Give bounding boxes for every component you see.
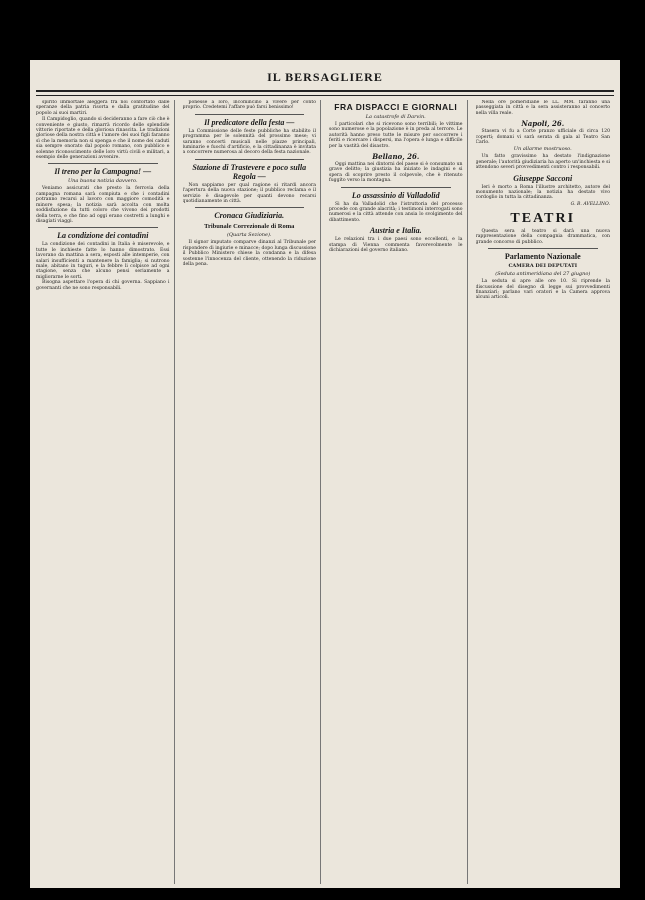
column-1-heading-1: Il treno per la Campagna! — [54, 167, 152, 177]
column-4-body-b: Stasera vi fu a Corte pranzo ufficiale di circa 120 coperti; domani vi sarà serata di gala al Teatro San Carlo. [475, 129, 610, 146]
column-3-body-d: Le relazioni tra i due paesi sono eccellenti, e la stampa di Vienna commenta favorevolmente le dichiarazioni del governo italiano. [329, 237, 463, 254]
column-4-heading-3: TEATRI [510, 210, 576, 226]
column-2-separator [195, 114, 305, 115]
column-3-heading-1: FRA DISPACCI E GIORNALI [334, 102, 458, 112]
column-4-body-e: Questa sera al teatro si darà una nuova rappresentazione della compagnia drammatica, con grande concorso di pubblico. [475, 228, 610, 245]
column-4-dateline-1: Napoli, 26. [521, 119, 565, 129]
column-2-heading-2: Stazione di Trastevere e poco sulla Regola — [192, 162, 307, 181]
column-4-body-d: Ieri è morto a Roma l'illustre architetto, autore del monumento nazionale; la notizia ha destato vivo cordoglio in tutta la cittadinanza. [475, 184, 610, 201]
article-columns [36, 100, 614, 884]
column-4-signature: G. B. AVELLINO. [570, 201, 610, 207]
column-1-body-c: La condizione dei contadini in Italia è miserevole, e tutte le inchieste fatte lo hanno dimostrato. Essi lavorano da mattina a sera, esposti alle intemperie, con salari insufficienti a mantenere la famiglia; si nutrono male, abitano in tuguri, e la febbre li colpisce ad ogni stagione, senza che alcuno pensi seriamente a migliorarne le sorti. [36, 242, 170, 280]
column-1-separator [48, 163, 158, 164]
masthead [36, 64, 614, 92]
column-4-subheading-4b: (Seduta antimeridiana del 27 giugno) [495, 271, 591, 278]
column-4-separator [488, 248, 599, 249]
column-4-body-c: Un fatto gravissimo ha destato l'indignazione generale; l'autorità giudiziaria ha aperto un'inchiesta e si attendono severi provvedimenti contro i responsabili. [475, 154, 610, 171]
column-1-closing: Bisogna aspettare l'opera di chi governa. Sappiano i governanti che ne sono responsabili. [36, 280, 170, 291]
column-3-heading-3: Austria e Italia. [369, 226, 422, 236]
column-4-body-a: Nella ore pomeridiane le LL. MM. faranno una passeggiata in città e la sera assisteranno al concerto nella villa reale. [475, 100, 610, 116]
column-2 [183, 100, 322, 884]
column-4-heading-1: Un allarme mostruoso. [513, 146, 572, 153]
column-1-subheading-1: Una buona notizia davvero. [67, 178, 138, 185]
column-1-intro: spirito immortale aleggerà fra noi confortato dalle speranze della patria risorta e dalla gratitudine del popolo ai suoi martiri. [36, 100, 170, 116]
column-3-subheading-1: La catastrofe di Darvin. [365, 114, 426, 120]
masthead-rule [36, 95, 614, 96]
column-2-body-b: La Commissione delle feste pubbliche ha stabilito il programma per le solennità del prossimo mese; vi saranno concerti musicali nelle piazze principali, luminarie e fuochi d'artificio, e la cittadinanza è invitata a concorrere numerosa al decoro della festa nazionale. [182, 128, 316, 156]
column-4 [476, 100, 615, 884]
column-2-body-a: ponesse a loro, incomincino a vivere per conto proprio. Credetemi l'affare può farsi benissimo! [182, 100, 316, 111]
column-2-heading-1: Il predicatore della festa — [204, 117, 295, 127]
column-1-heading-2: La condizione dei contadini [57, 231, 149, 241]
column-1 [36, 100, 175, 884]
column-3 [329, 100, 468, 884]
column-1-separator-2 [48, 227, 158, 228]
column-4-heading-4: Parlamento Nazionale [504, 252, 581, 262]
column-1-body-b: Veniamo assicurati che presto la ferrovia della campagna romana sarà compiuta e che i contadini potranno recarsi al lavoro con maggiore comodità e minore spesa; la notizia sarà accolta con molta soddisfazione da tutti coloro che vivono dei prodotti della terra, e che fino ad oggi erano costretti a lunghi e disagiati viaggi. [36, 186, 170, 224]
column-3-heading-2: Lo assassinio di Valladolid [351, 190, 440, 200]
column-3-body-b: Oggi mattina nei dintorni del paese si è consumato un grave delitto; la giustizia ha iniziato le indagini e si spera di scoprire presto il colpevole, che è ritenuto fuggito verso la montagna. [329, 162, 463, 184]
column-2-separator-2 [195, 159, 305, 160]
column-3-body-c: Si ha da Valladolid che l'istruttoria del processo procede con grande alacrità; i testimoni interrogati sono numerosi e la città attende con ansia lo svolgimento del dibattimento. [329, 201, 463, 223]
column-2-body-c: Non sappiamo per qual ragione si ritardi ancora l'apertura della nuova stazione; il pubblico reclama e il servizio è disagevole per quanti devono recarsi quotidianamente in città. [182, 182, 316, 205]
column-2-heading-3: Cronaca Giudiziaria. [214, 211, 285, 221]
column-4-subheading-4: CAMERA DEI DEPUTATI [508, 263, 578, 270]
column-2-heading-4: Tribunale Correzionale di Roma [204, 223, 295, 231]
column-3-separator [341, 187, 451, 188]
column-3-body-a: I particolari che si ricevono sono terribili; le vittime sono numerose e la popolazione è in preda al terrore. Le autorità hanno preso tutte le misure per soccorrere i feriti e ricercare i dispersi, ma l'opera è lunga e difficile per la vastità del disastro. [329, 122, 463, 149]
newspaper-page [30, 60, 620, 888]
column-4-body-f: La seduta si apre alle ore 10. Si riprende la discussione del disegno di legge sui provvedimenti finanziari; parlano vari oratori e la Camera approva alcuni articoli. [475, 279, 610, 301]
column-2-subheading-4: (Quarta Sezione). [226, 232, 272, 239]
newspaper-title: IL BERSAGLIERE [267, 69, 383, 84]
column-2-separator-3 [195, 207, 305, 208]
column-2-body-d: Il signor imputato comparve dinanzi al Tribunale per rispondere di ingiurie e minacce; dopo lunga discussione il Pubblico Ministero chiese la condanna e la difesa sostenne l'innocenza del cliente, ottenendo la riduzione della pena. [182, 240, 316, 268]
column-3-dateline-1: Bellano, 26. [372, 152, 420, 162]
column-4-heading-2: Giuseppe Sacconi [513, 173, 573, 183]
column-1-body-a: Il Campidoglio, quando si decideranno a fare ciò che è conveniente e giusto, rimarrà ricordo delle splendide vittorie riportate e della gloriosa rinascita. Le tradizioni gloriose della nostra città e l'amore dei suoi figli faranno sì che la memoria non si spenga e che il nome dei caduti sia sempre onorato dal popolo romano, con pubblico e solenne riconoscimento delle loro virtù civili e militari, a esempio delle generazioni avvenire. [36, 117, 170, 161]
